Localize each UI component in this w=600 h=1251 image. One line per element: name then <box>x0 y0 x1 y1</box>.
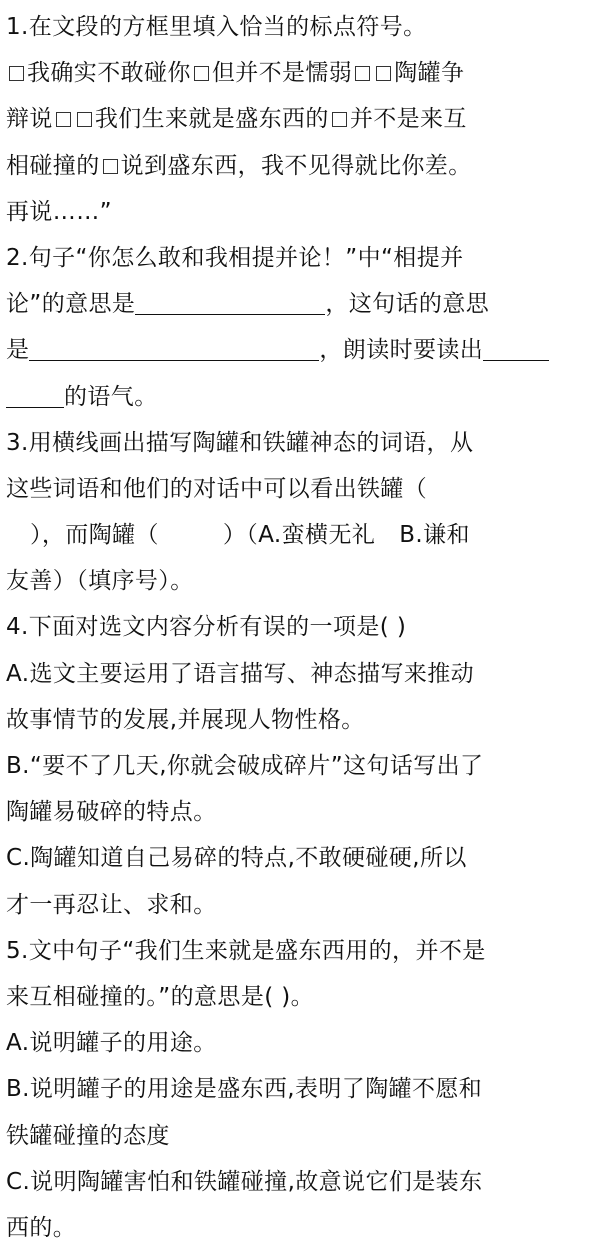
q5-option-c-2: 西的。 <box>6 1214 77 1241</box>
q5-option-b-2: 铁罐碰撞的态度 <box>6 1122 170 1149</box>
q5-option-b-1: B.说明罐子的用途是盛东西,表明了陶罐不愿和 <box>6 1076 483 1103</box>
answer-box[interactable] <box>56 112 71 127</box>
q1-line-2: 辩说 我们生来就是盛东西的 并不是来互 <box>6 106 467 133</box>
q2-line-1: 2.句子“你怎么敢和我相提并论！”中“相提并 <box>6 244 464 271</box>
q3-line-3: ），而陶罐（ ）（A.蛮横无礼 B.谦和 <box>30 522 470 549</box>
q3-line-1: 3.用横线画出描写陶罐和铁罐神态的词语，从 <box>6 429 474 456</box>
q4-option-c-1: C.陶罐知道自己易碎的特点,不敢硬碰硬,所以 <box>6 845 467 872</box>
answer-box[interactable] <box>376 66 391 81</box>
q5-option-a: A.说明罐子的用途。 <box>6 1030 217 1057</box>
q3-line-2: 这些词语和他们的对话中可以看出铁罐（ <box>6 475 428 502</box>
q2-line-4: 的语气。 <box>6 374 594 420</box>
answer-box[interactable] <box>77 112 92 127</box>
answer-box[interactable] <box>9 66 24 81</box>
q2-line-3: 是 ，朗读时要读出 <box>6 327 594 373</box>
q3-line-4: 友善）（填序号）。 <box>6 568 194 595</box>
answer-blank[interactable] <box>135 288 325 315</box>
q5-option-c-1: C.说明陶罐害怕和铁罐碰撞,故意说它们是装东 <box>6 1168 483 1195</box>
answer-blank[interactable] <box>483 334 549 361</box>
q4-option-c-2: 才一再忍让、求和。 <box>6 891 217 918</box>
answer-box[interactable] <box>103 159 118 174</box>
q1-line-4: 再说……” <box>6 198 112 225</box>
q5-line-2: 来互相碰撞的。”的意思是( )。 <box>6 983 315 1010</box>
answer-blank[interactable] <box>29 334 319 361</box>
answer-blank[interactable] <box>6 381 64 408</box>
answer-box[interactable] <box>194 66 209 81</box>
q4-option-a-2: 故事情节的发展,并展现人物性格。 <box>6 706 365 733</box>
q4-option-b-2: 陶罐易破碎的特点。 <box>6 799 217 826</box>
q2-line-2: 论”的意思是 ，这句话的意思 <box>6 281 594 327</box>
q1-title: 1.在文段的方框里填入恰当的标点符号。 <box>6 14 427 40</box>
answer-box[interactable] <box>332 112 347 127</box>
q5-line-1: 5.文中句子“我们生来就是盛东西用的，并不是 <box>6 937 486 964</box>
q1-line-1: 我确实不敢碰你 但并不是懦弱 陶罐争 <box>6 50 594 96</box>
answer-box[interactable] <box>355 66 370 81</box>
q1-line-3: 相碰撞的 说到盛东西，我不见得就比你差。 <box>6 152 472 179</box>
q4-line-1: 4.下面对选文内容分析有误的一项是( ) <box>6 614 407 641</box>
q4-option-b-1: B.“要不了几天,你就会破成碎片”这句话写出了 <box>6 753 484 779</box>
q4-option-a-1: A.选文主要运用了语言描写、神态描写来推动 <box>6 660 475 687</box>
